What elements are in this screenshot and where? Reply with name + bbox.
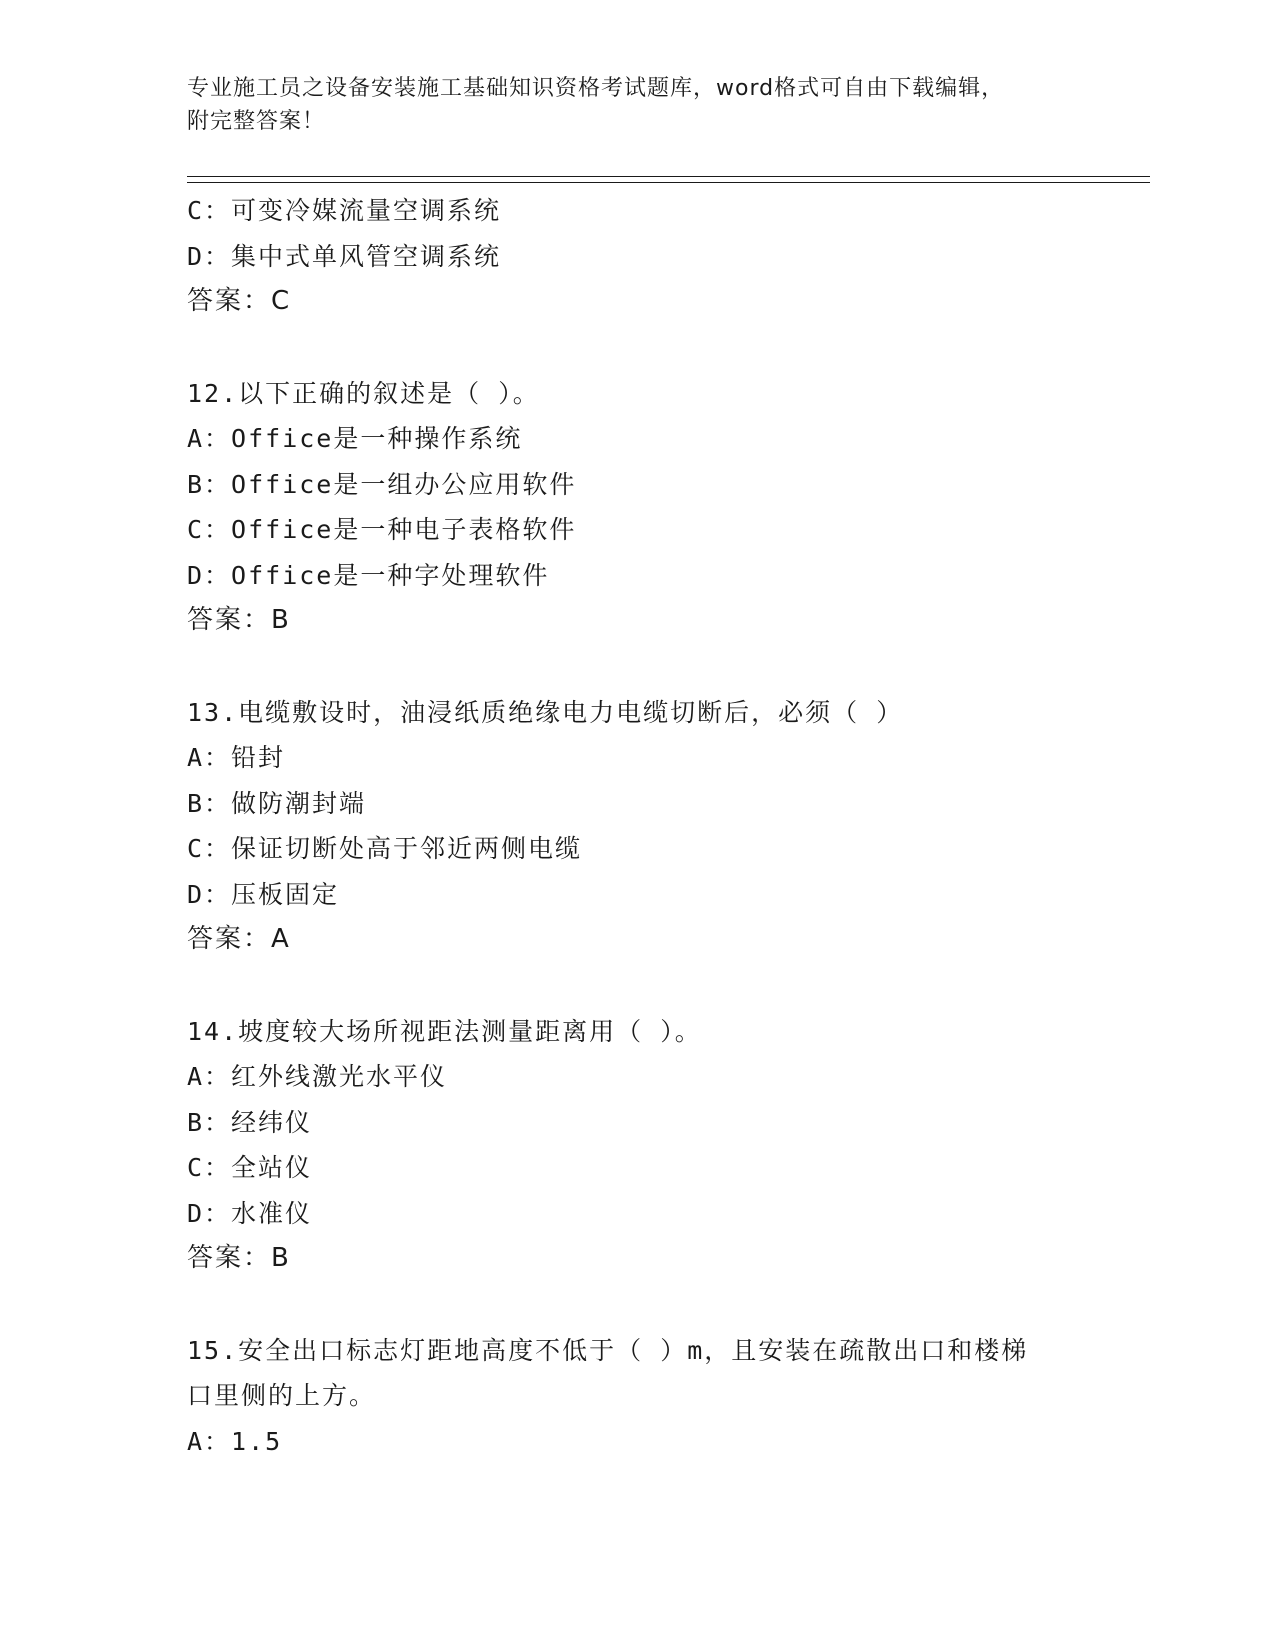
option-d: D：水准仪: [187, 1198, 313, 1228]
option-d: D：集中式单风管空调系统: [187, 241, 502, 271]
option-a: A：1.5: [187, 1426, 283, 1456]
option-c: C：全站仪: [187, 1153, 313, 1182]
option-a: A：Office是一种操作系统: [187, 424, 523, 453]
header-line-2: 附完整答案！: [187, 109, 326, 134]
spacer: [187, 644, 1087, 690]
question-12: [187, 371, 1087, 644]
option-d: D：Office是一种字处理软件: [187, 560, 550, 590]
option-b: B：Office是一组办公应用软件: [187, 469, 577, 499]
spacer: [187, 963, 1087, 1009]
option-b: B：经纬仪: [187, 1107, 313, 1137]
question-text: 14.坡度较大场所视距法测量距离用（ ）。: [187, 1016, 702, 1046]
option-c: C：Office是一种电子表格软件: [187, 515, 577, 544]
question-list: [187, 188, 1087, 1464]
header-rule-bottom: [187, 182, 1150, 183]
document-header: [187, 72, 1067, 138]
question-text: 12.以下正确的叙述是（ ）。: [187, 378, 540, 408]
answer-text: 答案：C: [187, 286, 292, 316]
question-13: [187, 690, 1087, 963]
answer-text: 答案：B: [187, 605, 291, 635]
question-14: [187, 1009, 1087, 1282]
header-rule-top: [187, 176, 1150, 177]
question-text-line-1: 15.安全出口标志灯距地高度不低于（ ）m，且安装在疏散出口和楼梯: [187, 1335, 1029, 1365]
question-11: [187, 188, 1087, 325]
question-text: 13.电缆敷设时，油浸纸质绝缘电力电缆切断后，必须（ ）: [187, 697, 904, 727]
answer-text: 答案：B: [187, 1243, 291, 1273]
spacer: [187, 325, 1087, 371]
answer-text: 答案：A: [187, 924, 291, 954]
option-a: A：红外线激光水平仪: [187, 1062, 448, 1091]
option-a: A：铅封: [187, 743, 286, 772]
spacer: [187, 1282, 1087, 1328]
header-line-1: 专业施工员之设备安装施工基础知识资格考试题库，word格式可自由下载编辑，: [187, 76, 1005, 101]
option-c: C：保证切断处高于邻近两侧电缆: [187, 834, 583, 863]
option-c: C：可变冷媒流量空调系统: [187, 196, 502, 225]
question-15: [187, 1328, 1087, 1465]
option-b: B：做防潮封端: [187, 788, 367, 818]
option-d: D：压板固定: [187, 879, 340, 909]
question-text-line-2: 口里侧的上方。: [187, 1381, 377, 1410]
